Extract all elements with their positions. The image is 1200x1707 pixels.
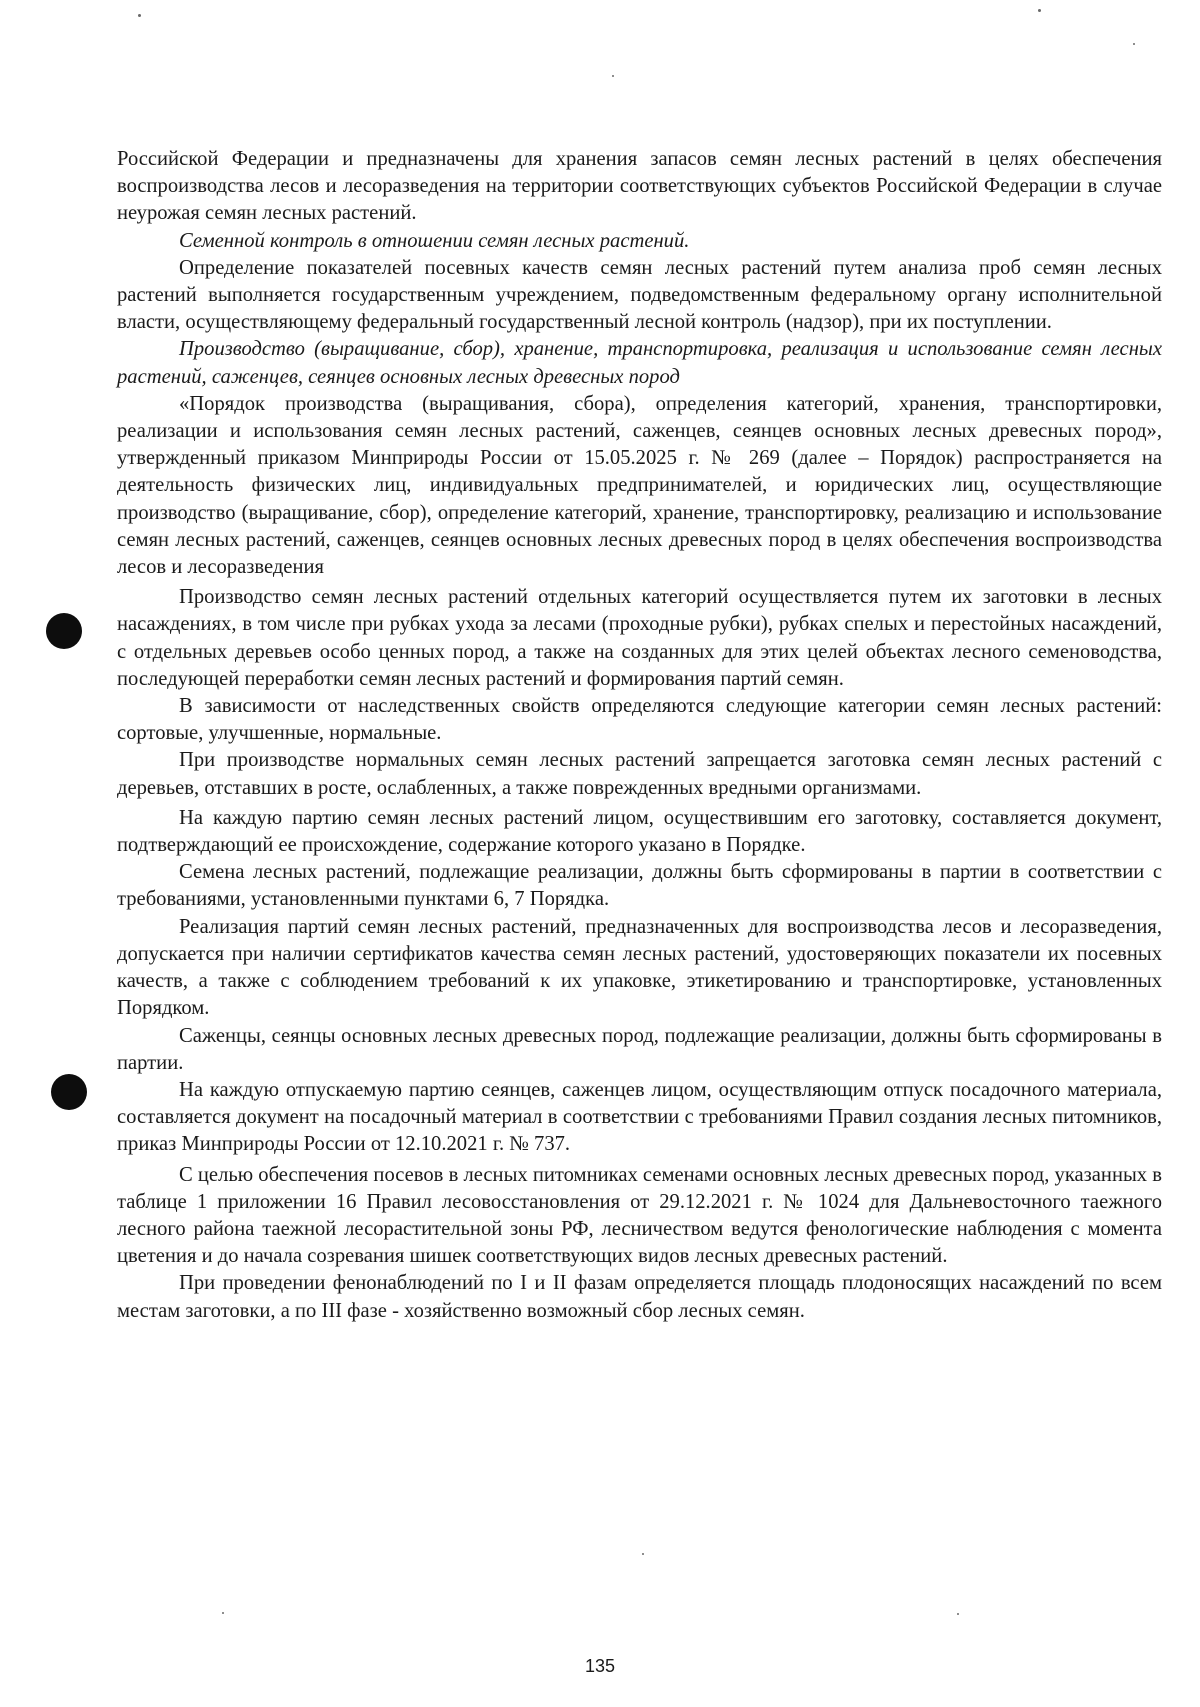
- scan-speck: [222, 1612, 224, 1614]
- paragraph: На каждую партию семян лесных растений лицом, осуществившим его заготовку, составляется документ, подтверждающий ее происхождение, содержание которого указано в Порядке.: [117, 806, 1162, 857]
- paragraph: Семена лесных растений, подлежащие реализации, должны быть сформированы в партии в соответствии с требованиями, установленными пунктами 6, 7 Порядка.: [117, 861, 1162, 911]
- section-heading: Семенной контроль в отношении семян лесных растений.: [179, 229, 690, 252]
- document-body: [117, 146, 1162, 1325]
- section-heading: Производство (выращивание, сбор), хранение, транспортировка, реализация и использование семян лесных растений, саженцев, сеянцев основных лесных древесных пород: [117, 338, 1162, 388]
- punch-hole-mark: [46, 613, 82, 649]
- paragraph: Саженцы, сеянцы основных лесных древесных пород, подлежащие реализации, должны быть сформированы в партии.: [117, 1024, 1162, 1074]
- scan-speck: [1133, 43, 1135, 45]
- scan-speck: [642, 1553, 644, 1555]
- scan-speck: [612, 75, 614, 77]
- paragraph: Реализация партий семян лесных растений, предназначенных для воспроизводства лесов и лесоразведения, допускается при наличии сертификатов качества семян лесных растений, удостоверяющих показатели их посевных качеств, а также с соблюдением требований к их упаковке, этикетированию и транспортировке, установленных Порядком.: [117, 915, 1162, 1020]
- paragraph: С целью обеспечения посевов в лесных питомниках семенами основных лесных древесных пород, указанных в таблице 1 приложении 16 Правил лесовосстановления от 29.12.2021 г. № 1024 для Дальневосточного таежного лесного района таежной лесорастительной зоны РФ, лесничеством ведутся фенологические наблюдения с момента цветения и до начала созревания шишек соответствующих видов лесных древесных растений.: [117, 1163, 1162, 1268]
- scan-speck: [1038, 9, 1041, 12]
- punch-hole-mark: [51, 1074, 87, 1110]
- paragraph: На каждую отпускаемую партию сеянцев, саженцев лицом, осуществляющим отпуск посадочного материала, составляется документ на посадочный материал в соответствии с требованиями Правил создания лесных питомников, приказ Минприроды России от 12.10.2021 г. № 737.: [117, 1078, 1162, 1156]
- paragraph: Российской Федерации и предназначены для хранения запасов семян лесных растений в целях обеспечения воспроизводства лесов и лесоразведения на территории соответствующих субъектов Российской Федерации в случае неурожая семян лесных растений.: [117, 148, 1162, 225]
- paragraph: При производстве нормальных семян лесных растений запрещается заготовка семян лесных растений с деревьев, отставших в росте, ослабленных, а также поврежденных вредными организмами.: [117, 749, 1162, 799]
- paragraph: «Порядок производства (выращивания, сбора), определения категорий, хранения, транспортировки, реализации и использования семян лесных растений, саженцев, сеянцев основных лесных древесных пород», утвержденный приказом Минприроды России от 15.05.2025 г. № 269 (далее – Порядок) распространяется на деятельность физических лиц, индивидуальных предпринимателей, и юридических лиц, осуществляющие производство (выращивание, сбор), определение категорий, хранение, транспортировку, реализацию и использование семян лесных растений, саженцев, сеянцев основных лесных древесных пород в целях обеспечения воспроизводства лесов и лесоразведения: [117, 392, 1162, 579]
- paragraph: Производство семян лесных растений отдельных категорий осуществляется путем их заготовки в лесных насаждениях, в том числе при рубках ухода за лесами (проходные рубки), рубках спелых и перестойных насаждений, с отдельных деревьев особо ценных пород, а также на созданных для этих целей объектах лесного семеноводства, последующей переработки семян лесных растений и формирования партий семян.: [117, 586, 1162, 690]
- scan-speck: [138, 14, 141, 17]
- paragraph: В зависимости от наследственных свойств определяются следующие категории семян лесных растений: сортовые, улучшенные, нормальные.: [117, 695, 1162, 745]
- scan-speck: [957, 1613, 959, 1615]
- paragraph: Определение показателей посевных качеств семян лесных растений путем анализа проб семян лесных растений выполняется государственным учреждением, подведомственным федеральному органу исполнительной власти, осуществляющему федеральный государственный лесной контроль (надзор), при их поступлении.: [117, 256, 1162, 334]
- page-number: 135: [584, 1656, 616, 1676]
- paragraph: При проведении фенонаблюдений по I и II фазам определяется площадь плодоносящих насаждений по всем местам заготовки, а по III фазе - хозяйственно возможный сбор лесных семян.: [117, 1272, 1162, 1322]
